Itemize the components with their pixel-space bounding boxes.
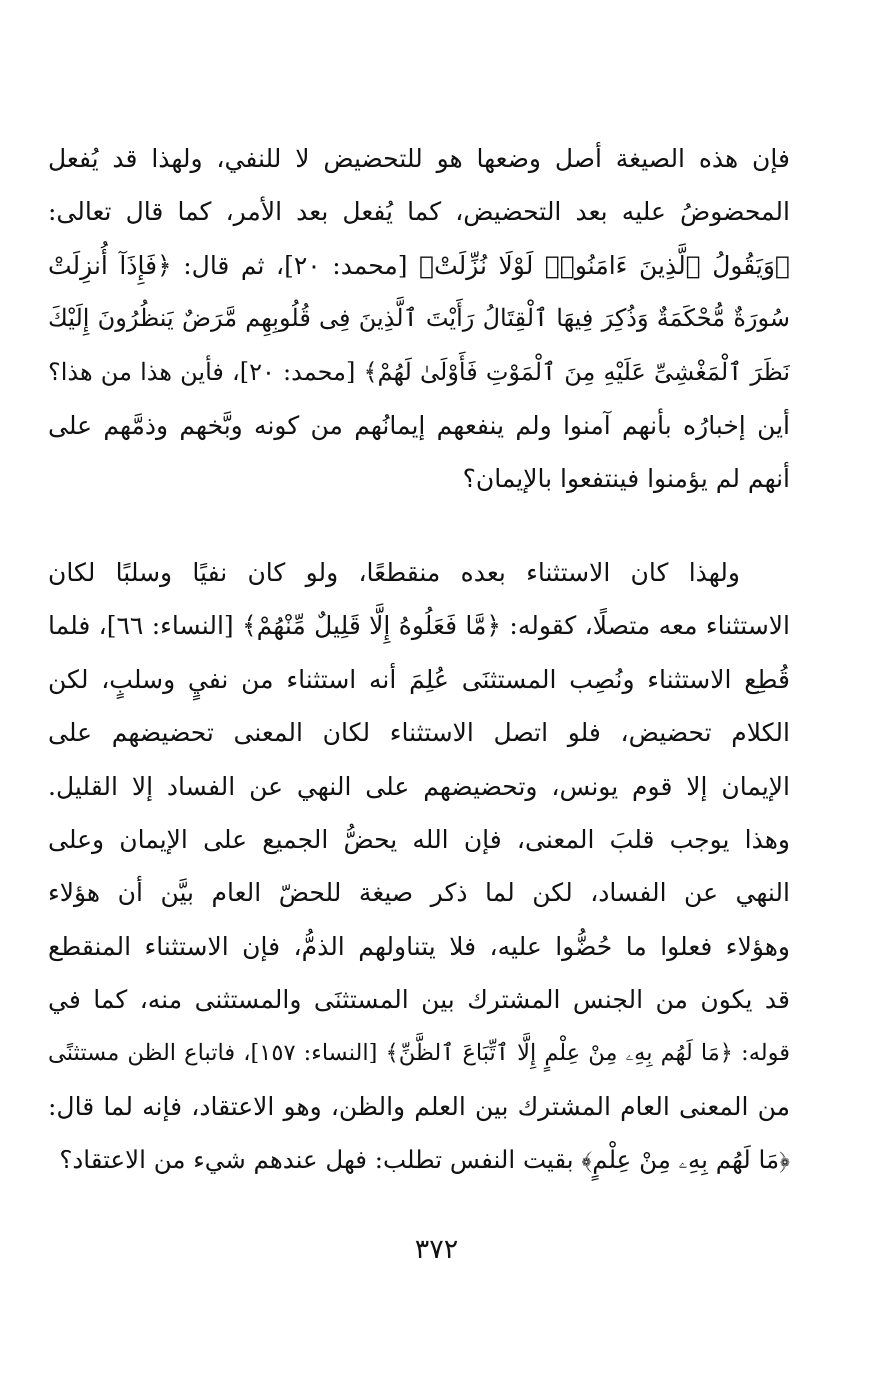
text-line: الإيمان إلا قوم يونس، وتحضيضهم على النهي عن الفساد إلا القليل. bbox=[48, 771, 790, 801]
text-line: الاستثناء معه متصلًا، كقوله: ﴿مَّا فَعَلُوهُ إِلَّا قَلِيلٌ مِّنْهُمْ﴾ [النساء: ٦٦]، فلما bbox=[48, 611, 790, 641]
text-line: أين إخبارُه بأنهم آمنوا ولم ينفعهم إيمانُهم من كونه وبَّخهم وذمَّهم على bbox=[48, 411, 790, 441]
text-line: الكلام تحضيض، فلو اتصل الاستثناء لكان المعنى تحضيضهم على bbox=[48, 718, 790, 748]
text-line: ﴿وَيَقُولُ ٱلَّذِينَ ءَامَنُوا۟ لَوْلَا نُزِّلَتْ﴾ [محمد: ٢٠]، ثم قال: ﴿فَإِذَآ أُنزِلَتْ bbox=[48, 250, 790, 280]
paragraph-1 bbox=[48, 132, 790, 506]
text-line: ولهذا كان الاستثناء بعده منقطعًا، ولو كان نفيًا وسلبًا لكان bbox=[48, 558, 740, 587]
page-number: ٣٧٢ bbox=[414, 1234, 459, 1265]
text-line: المحضوضُ عليه بعد التحضيض، كما يُفعل بعد الأمر، كما قال تعالى: bbox=[48, 197, 790, 227]
text-line: نَظَرَ ٱلْمَغْشِىِّ عَلَيْهِ مِنَ ٱلْمَوْتِ فَأَوْلَىٰ لَهُمْ﴾ [محمد: ٢٠]، فأين هذا من هذا؟ bbox=[48, 357, 790, 386]
text-line: فإن هذه الصيغة أصل وضعها هو للتحضيض لا للنفي، ولهذا قد يُفعل bbox=[48, 144, 790, 173]
text-line: قوله: ﴿مَا لَهُم بِهِۦ مِنْ عِلْمٍ إِلَّا ٱتِّبَاعَ ٱلظَّنِّ﴾ [النساء: ١٥٧]، فاتباع الظن مستثنًى bbox=[48, 1039, 790, 1066]
text-line: النهي عن الفساد، لكن لما ذكر صيغة للحضّ العام بيَّن أن هؤلاء bbox=[48, 878, 790, 908]
text-line: وهذا يوجب قلبَ المعنى، فإن الله يحضُّ الجميع على الإيمان وعلى bbox=[48, 825, 790, 855]
text-line: ﴿مَا لَهُم بِهِۦ مِنْ عِلْمٍ﴾ بقيت النفس تطلب: فهل عندهم شيء من الاعتقاد؟ bbox=[59, 1145, 790, 1175]
text-line: قُطِع الاستثناء ونُصِب المستثنَى عُلِمَ أنه استثناء من نفيٍ وسلبٍ، لكن bbox=[48, 664, 790, 694]
text-line: سُورَةٌ مُّحْكَمَةٌ وَذُكِرَ فِيهَا ٱلْقِتَالُ رَأَيْتَ ٱلَّذِينَ فِى قُلُوبِهِم مَّرَضٌ يَنظُرُونَ إِلَيْكَ bbox=[48, 304, 790, 333]
text-line: من المعنى العام المشترك بين العلم والظن، وهو الاعتقاد، فإنه لما قال: bbox=[48, 1092, 790, 1122]
text-line: وهؤلاء فعلوا ما حُضُّوا عليه، فلا يتناولهم الذمُّ، فإن الاستثناء المنقطع bbox=[48, 931, 790, 961]
paragraph-2 bbox=[48, 546, 790, 1187]
text-line: قد يكون من الجنس المشترك بين المستثنَى والمستثنى منه، كما في bbox=[48, 985, 790, 1015]
text-line: أنهم لم يؤمنوا فينتفعوا بالإيمان؟ bbox=[462, 464, 790, 494]
